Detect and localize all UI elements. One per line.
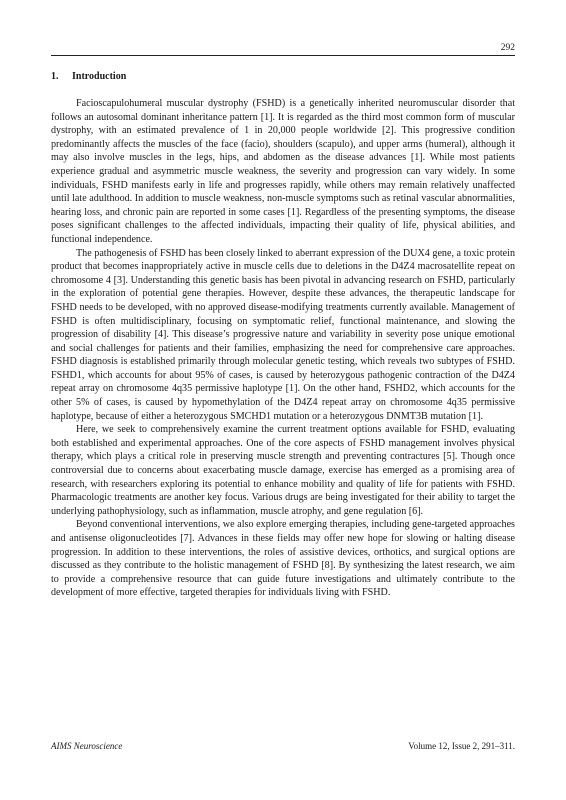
body-text [51,97,515,600]
journal-name: AIMS Neuroscience [51,741,123,751]
page-number: 292 [500,43,515,53]
volume-info: Volume 12, Issue 2, 291–311. [408,741,515,751]
paragraph: Facioscapulohumeral muscular dystrophy (FSHD) is a genetically inherited neuromuscular disorder that follows an autosomal dominant inheritance pattern [1]. It is regarded as the third most common form of muscular dystrophy, with an estimated prevalence of 1 in 20,000 people worldwide [2]. This progressive condition predominantly affects the muscles of the face (facio), shoulders (scapulo), and upper arms (humeral), although it may also involve muscles in the legs, hips, and abdomen as the disease advances [1]. While most patients experience gradual and asymmetric muscle weakness, the severity and progression can vary widely. In some individuals, FSHD manifests early in life and progresses rapidly, while others may remain relatively unaffected until late adulthood. In addition to muscle weakness, non-muscle symptoms such as retinal vascular abnormalities, hearing loss, and chronic pain are reported in some cases [1]. Regardless of the presenting symptoms, the disease poses significant challenges to the affected individuals, impacting their quality of life, physical abilities, and functional independence. [51,98,515,245]
section-number: 1. [51,71,59,82]
page-footer [51,741,515,751]
paragraph: Here, we seek to comprehensively examine the current treatment options available for FSHD, evaluating both established and experimental approaches. One of the core aspects of FSHD management involves physical therapy, which plays a critical role in preserving muscle strength and preventing contractures [5]. Though once controversial due to concerns about exacerbating muscle damage, exercise has emerged as a promising area of research, with researchers exploring its potential to enhance mobility and quality of life for patients with FSHD. Pharmacologic treatments are another key focus. Various drugs are being investigated for their ability to target the underlying pathophysiology, such as inflammation, muscle atrophy, and gene regulation [6]. [51,424,515,517]
section-title: Introduction [72,71,127,82]
paragraph: The pathogenesis of FSHD has been closely linked to aberrant expression of the DUX4 gene, a toxic protein product that becomes inappropriately active in muscle cells due to deletions in the D4Z4 macrosatellite repeat on chromosome 4 [3]. Understanding this genetic basis has been pivotal in advancing research on FSHD, particularly in the exploration of potential gene therapies. However, despite these advances, the therapeutic landscape for FSHD needs to be developed, with no approved disease-modifying treatments currently available. Management of FSHD is often multidisciplinary, focusing on symptomatic relief, functional maintenance, and slowing the progression of disability [4]. This disease’s progressive nature and variability in severity pose unique emotional and social challenges for patients and their families, emphasizing the need for comprehensive care approaches. FSHD diagnosis is established primarily through molecular genetic testing, which reveals two subtypes of FSHD. FSHD1, which accounts for about 95% of cases, is caused by heterozygous pathogenic contraction of the D4Z4 repeat array on chromosome 4q35 permissive haplotype [1]. On the other hand, FSHD2, which accounts for the other 5% of cases, is caused by hypomethylation of the D4Z4 repeat array on chromosome 4q35 permissive haplotype, because of either a heterozygous SMCHD1 mutation or a heterozygous DNMT3B mutation [1]. [51,247,515,422]
section-heading [51,71,126,82]
header-rule [51,55,515,56]
paragraph: Beyond conventional interventions, we also explore emerging therapies, including gene-targeted approaches and antisense oligonucleotides [7]. Advances in these fields may offer new hope for slowing or halting disease progression. In addition to these interventions, the roles of assistive devices, orthotics, and surgical options are discussed as they contribute to the holistic management of FSHD [8]. By synthesizing the latest research, we aim to provide a comprehensive resource that can guide future investigations and ultimately contribute to the development of more effective, targeted therapies for individuals living with FSHD. [51,519,515,599]
